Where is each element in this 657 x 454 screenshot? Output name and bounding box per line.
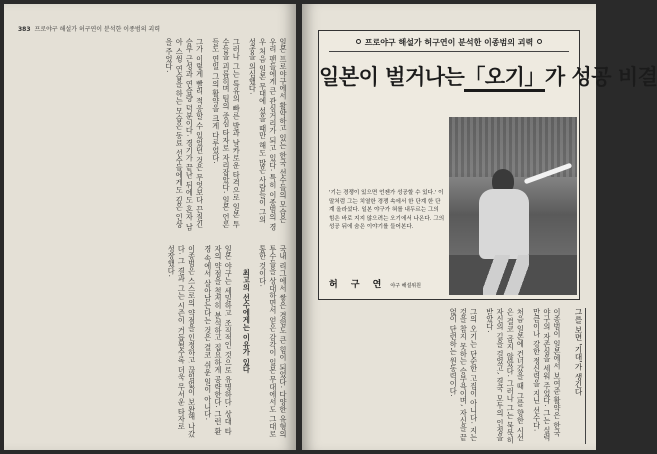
body-paragraph: 그러나 그는 특유의 빠른 발과 날카로운 타격으로 일본 투수들을 괴롭히며 팀의 중심 타자로 자리잡았다. 일본 언론들도 연일 그의 활약을 크게 다루었다.: [211, 38, 242, 229]
body-paragraph: 이종범이 일본에서 보여준 활약은 한국 야구의 자존심을 세워 주었다. 그는 실력만큼이나 강한 정신력을 지닌 선수다.: [532, 308, 562, 442]
pull-quote: 그를 보면 '기대'가 생긴다: [566, 308, 586, 444]
body-paragraph: 국내 리그에서 쌓은 경험도 큰 힘이 되었다. 다양한 유형의 투수들을 상대하면서 얻은 감각이 일본 무대에서도 그대로 통한 것이다.: [258, 245, 288, 438]
headline-suffix: 가 성공 비결: [544, 65, 657, 89]
body-paragraph: 일본 야구는 세밀하고 조직적인 것으로 유명하다. 상대 타자의 약점을 철저히 분석하고 집요하게 공략한다. 그런 환경 속에서 살아남는다는 것은 결코 쉬운 일이 아니다.: [203, 245, 234, 436]
title-rule: [329, 51, 569, 52]
page-number: 383: [18, 26, 31, 33]
left-page: [4, 4, 296, 450]
running-head: [18, 24, 278, 33]
photo-player-body: [479, 189, 529, 259]
kicker: [319, 37, 579, 48]
photo-player-legs: [483, 255, 529, 295]
right-body-text: [316, 308, 562, 444]
right-page: [302, 4, 657, 450]
kicker-text: 프로야구 해설가 허구연이 분석한 이종범의 괴력: [364, 38, 534, 47]
feature-title-box: [318, 30, 657, 300]
body-paragraph: 그가 이렇게 빨리 적응할 수 있었던 것은 무엇보다 끈질긴 승부 근성과 연습량 덕분이다. 경기가 끝난 뒤에도 혼자 남아 스윙 연습을 하는 모습은 동료 선수들에게도 깊은 인상을 주었다.: [164, 38, 205, 231]
headline-quoted: 「오기」: [464, 65, 545, 92]
intro-text: '기는 경쟁이 있으면 언젠가 성공할 수 있다.' 이 말처럼 그는 치열한 경쟁 속에서 한 단계 한 단계 올라섰다. 일본 야구가 혀를 내두르는 그의 힘은 바로 지지 않으려는 오기에서 나온다. 그의 성공 뒤에 숨은 이야기를 들어본다.: [329, 190, 445, 231]
body-paragraph: 일본 프로야구에서 활약하고 있는 한국 선수들의 모습은 우리 팬들에게 큰 관심거리가 되고 있다. 특히 이종범의 경우 처음 일본 무대에 섰을 때만 해도 많은 사람들이 그의 성공을 의심했다.: [248, 38, 288, 231]
body-paragraph: 그의 오기는 단순한 고집이 아니다. 지는 것을 참지 못하는 승부욕이며, 자신을 끝없이 단련하는 원동력이다.: [449, 308, 479, 442]
bullet-icon: [537, 39, 542, 44]
author-name: 허 구 연: [329, 280, 387, 290]
headline: [319, 61, 657, 91]
body-paragraph: 이종범은 스스로의 약점을 인정하고 끊임없이 보완해 나갔다. 그 결과 그는 시즌이 거듭될수록 더욱 무서운 타자로 성장했다.: [167, 245, 197, 438]
left-body-text: [16, 38, 288, 438]
headline-prefix: 일본이 벌거나는: [319, 65, 465, 89]
running-head-text: 프로야구 해설가 허구연이 분석한 이종범의 괴력: [34, 26, 160, 33]
section-subhead: 최고의 선수에게는 이유가 있다: [242, 269, 252, 374]
byline: [329, 277, 449, 290]
body-paragraph: 처음 일본에 건너갔을 때 그를 향한 시선은 결코 곱지 않았다. 그러나 그는 묵묵히 자신의 길을 걸었고, 결국 모두의 인정을 받았다.: [485, 308, 526, 444]
bullet-icon: [356, 39, 361, 44]
author-role: 야구 해설위원: [390, 283, 421, 289]
baseball-player-photo: [449, 117, 577, 295]
